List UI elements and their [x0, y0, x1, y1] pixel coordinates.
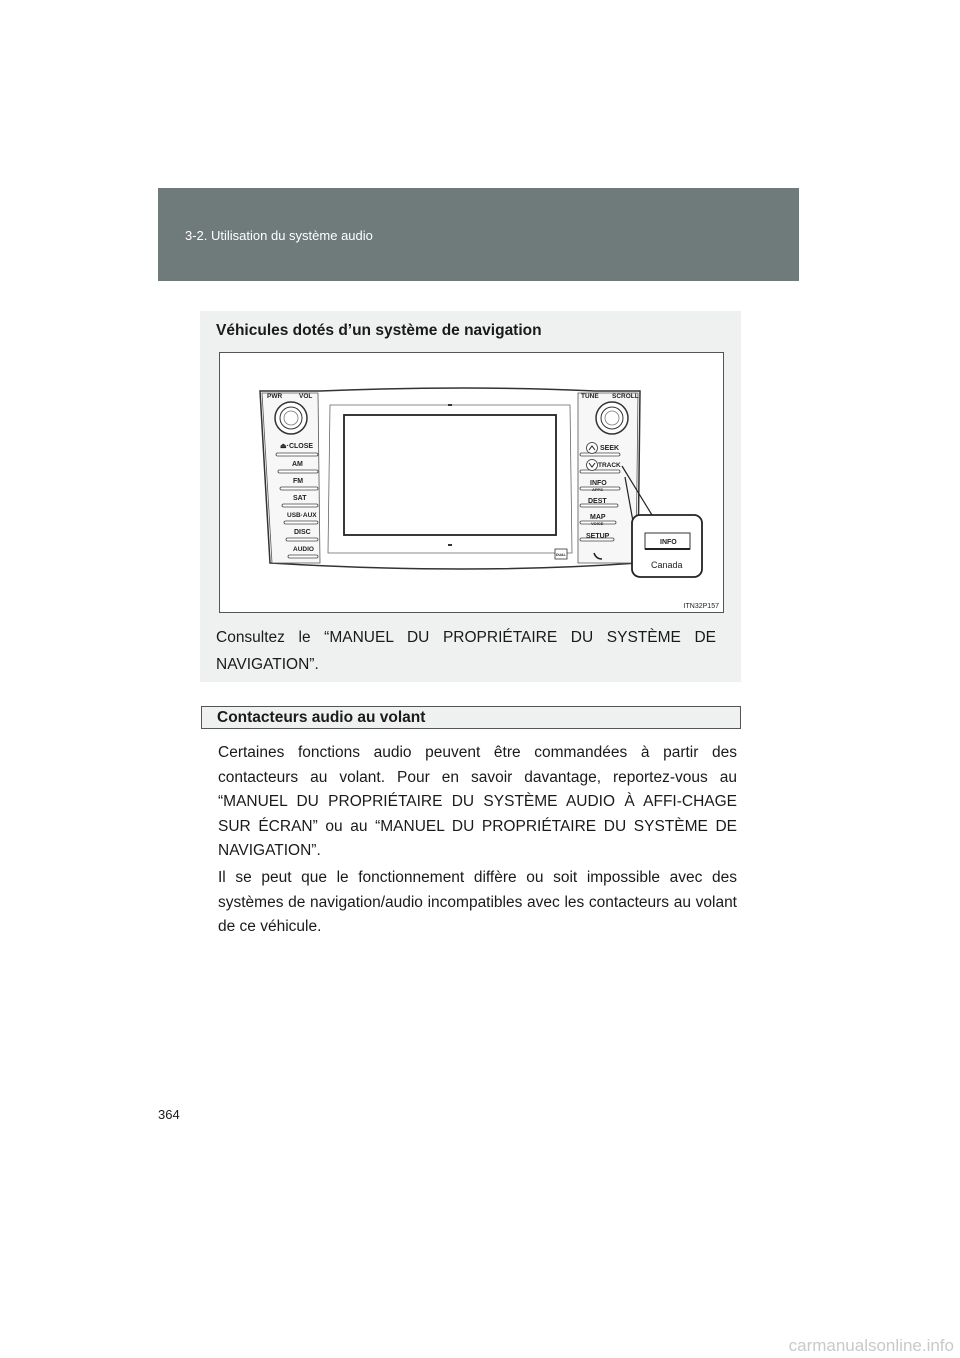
- am-label: AM: [292, 461, 303, 468]
- track-label: TRACK: [598, 462, 621, 469]
- setup-label: SETUP: [586, 533, 610, 540]
- callout-info-label: INFO: [660, 539, 677, 546]
- info-label: INFO: [590, 480, 607, 487]
- pwr-label: PWR: [267, 393, 283, 400]
- page-number: 364: [158, 1107, 180, 1122]
- close-label: ⏏·CLOSE: [280, 443, 314, 450]
- steering-switches-heading-text: Contacteurs audio au volant: [217, 709, 426, 726]
- map-label: MAP: [590, 514, 606, 521]
- tune-label: TUNE: [581, 393, 599, 400]
- dest-label: DEST: [588, 498, 607, 505]
- usb-aux-label: USB·AUX: [287, 512, 317, 519]
- scroll-label: SCROLL: [612, 393, 639, 400]
- voice-label: VOICE: [591, 521, 604, 526]
- audio-unit-illustration: [219, 352, 724, 613]
- figure-code: ITN32P157: [683, 603, 719, 610]
- disc-label: DISC: [294, 529, 311, 536]
- info-box-title: Véhicules dotés d’un système de navigation: [216, 322, 542, 339]
- apps-label: APPS: [592, 487, 603, 492]
- dual-label: DUAL: [556, 553, 566, 557]
- steering-paragraph-1: Certaines fonctions audio peuvent être commandées à partir des contacteurs au volant. Pour en savoir davantage, reportez-vous au “MANUEL DU PROPRIÉTAIRE DU SYSTÈME AUDIO À AFFI-CHAGE SUR ÉCRAN” ou au “MANUEL DU PROPRIÉTAIRE DU SYSTÈME DE NAVIGATION”.: [218, 744, 737, 859]
- steering-switches-heading: [201, 706, 741, 729]
- section-title: 3-2. Utilisation du système audio: [185, 228, 373, 243]
- steering-paragraph-2: Il se peut que le fonctionnement diffère ou soit impossible avec des systèmes de navigation/audio incompatibles avec les contacteurs au volant de ce véhicule.: [218, 869, 737, 935]
- header-band: [158, 188, 799, 281]
- audio-label: AUDIO: [293, 546, 314, 553]
- navigation-info-box: [200, 311, 741, 682]
- audio-unit-drawing: [220, 353, 723, 612]
- sat-label: SAT: [293, 495, 307, 502]
- watermark: carmanualsonline.info: [788, 1336, 954, 1355]
- callout-canada-label: Canada: [651, 560, 683, 570]
- info-box-text: Consultez le “MANUEL DU PROPRIÉTAIRE DU SYSTÈME DE NAVIGATION”.: [216, 629, 716, 673]
- vol-label: VOL: [299, 393, 313, 400]
- seek-label: SEEK: [600, 445, 620, 452]
- fm-label: FM: [293, 478, 304, 485]
